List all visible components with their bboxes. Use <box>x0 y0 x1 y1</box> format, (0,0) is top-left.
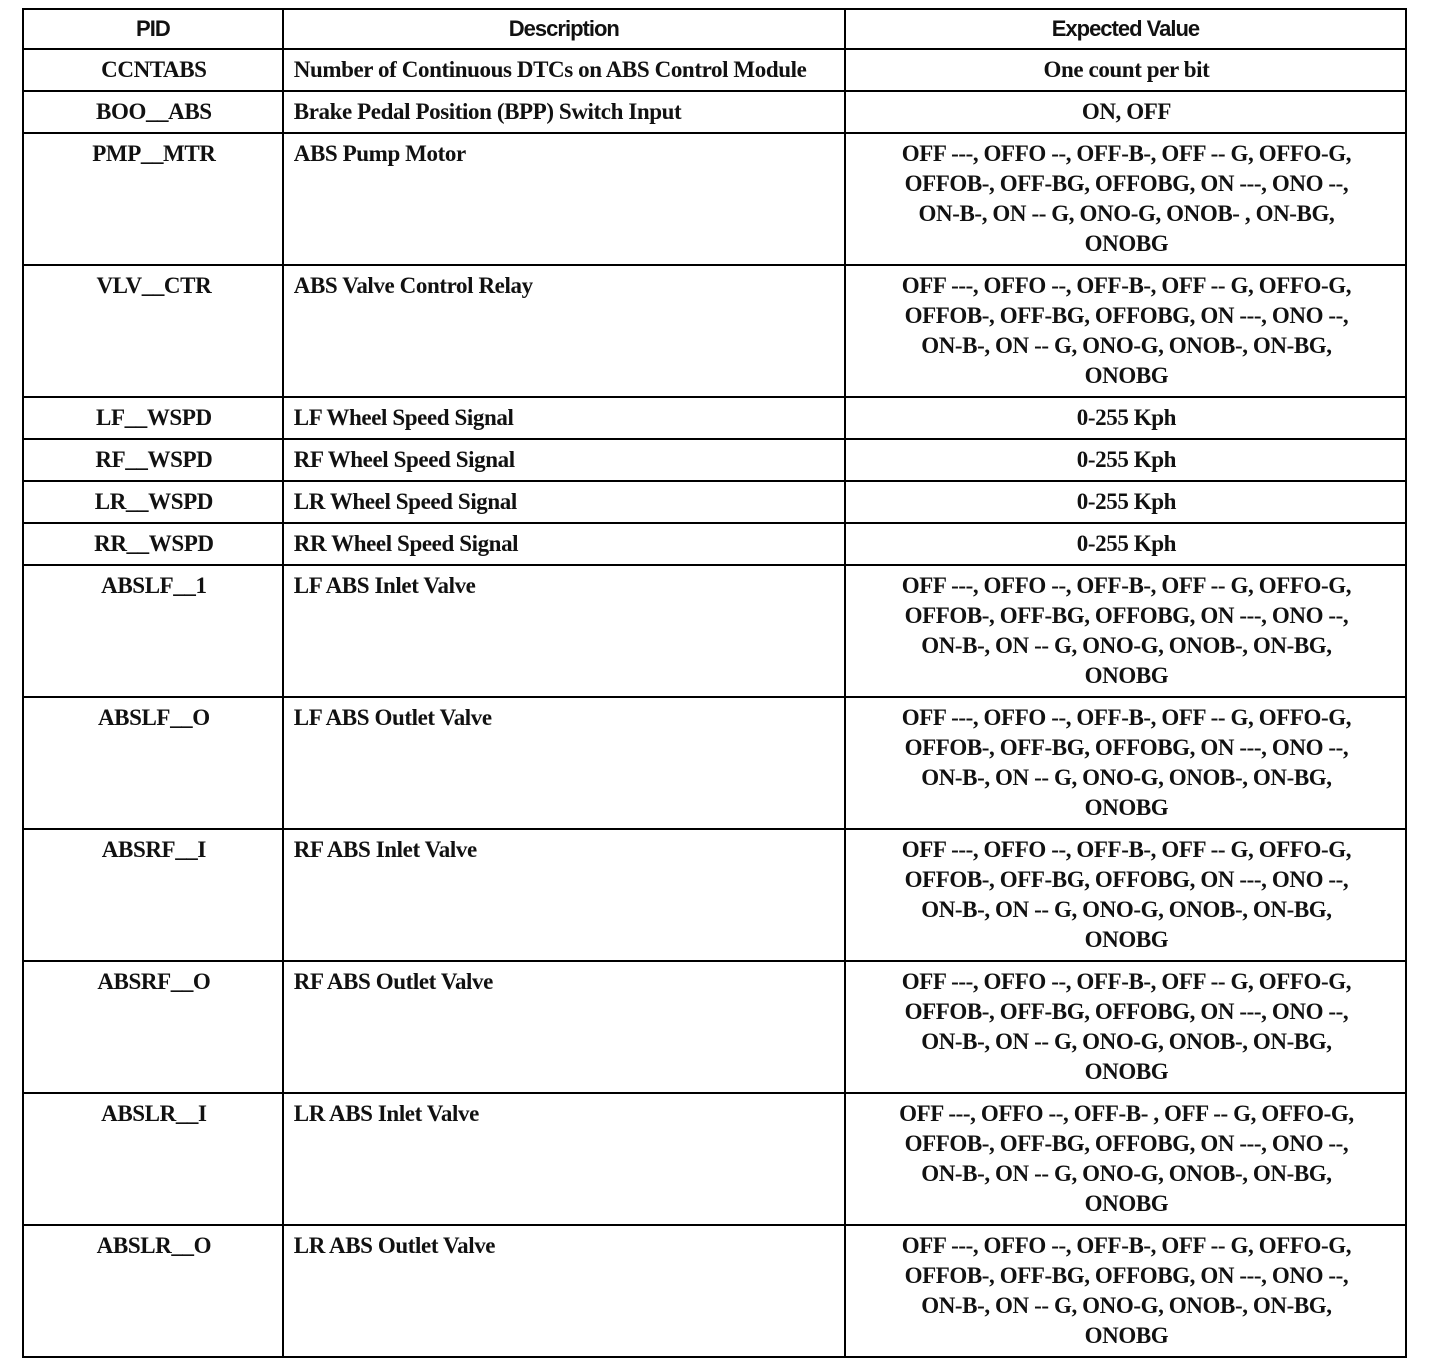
expected-value-cell: 0-255 Kph <box>845 523 1406 565</box>
pid-cell: VLV__CTR <box>23 265 283 397</box>
pid-cell: ABSLR__O <box>23 1225 283 1357</box>
description-cell: ABS Pump Motor <box>283 133 845 265</box>
table-row <box>23 133 1406 265</box>
pid-cell: RR__WSPD <box>23 523 283 565</box>
description-cell: RR Wheel Speed Signal <box>283 523 845 565</box>
description-cell: RF ABS Inlet Valve <box>283 829 845 961</box>
pid-cell: ABSRF__O <box>23 961 283 1093</box>
description-cell: LR ABS Inlet Valve <box>283 1093 845 1225</box>
table-row <box>23 481 1406 523</box>
header-expected-value: Expected Value <box>845 9 1406 49</box>
description-cell: LF ABS Outlet Valve <box>283 697 845 829</box>
description-cell: Brake Pedal Position (BPP) Switch Input <box>283 91 845 133</box>
table-row <box>23 1225 1406 1357</box>
pid-cell: BOO__ABS <box>23 91 283 133</box>
table-row <box>23 397 1406 439</box>
pid-cell: ABSLF__O <box>23 697 283 829</box>
pid-cell: RF__WSPD <box>23 439 283 481</box>
expected-value-cell: OFF ---, OFFO --, OFF-B-, OFF -- G, OFFO-G, OFFOB-, OFF-BG, OFFOBG, ON ---, ONO --, ON-B-, ON -- G, ONO-G, ONOB-, ON-BG, ONOBG <box>845 565 1406 697</box>
pid-table <box>22 8 1407 1358</box>
table-row <box>23 523 1406 565</box>
pid-cell: ABSLF__1 <box>23 565 283 697</box>
table-row <box>23 91 1406 133</box>
pid-cell: CCNTABS <box>23 49 283 91</box>
description-cell: RF ABS Outlet Valve <box>283 961 845 1093</box>
header-description: Description <box>283 9 845 49</box>
description-cell: ABS Valve Control Relay <box>283 265 845 397</box>
description-cell: LR ABS Outlet Valve <box>283 1225 845 1357</box>
table-row <box>23 961 1406 1093</box>
expected-value-cell: OFF ---, OFFO --, OFF-B-, OFF -- G, OFFO-G, OFFOB-, OFF-BG, OFFOBG, ON ---, ONO --, ON-B-, ON -- G, ONO-G, ONOB- , ON-BG, ONOBG <box>845 133 1406 265</box>
description-cell: RF Wheel Speed Signal <box>283 439 845 481</box>
table-row <box>23 829 1406 961</box>
table-row <box>23 265 1406 397</box>
pid-cell: ABSRF__I <box>23 829 283 961</box>
pid-cell: LR__WSPD <box>23 481 283 523</box>
description-cell: LF Wheel Speed Signal <box>283 397 845 439</box>
expected-value-cell: OFF ---, OFFO --, OFF-B-, OFF -- G, OFFO-G, OFFOB-, OFF-BG, OFFOBG, ON ---, ONO --, ON-B-, ON -- G, ONO-G, ONOB-, ON-BG, ONOBG <box>845 829 1406 961</box>
pid-cell: PMP__MTR <box>23 133 283 265</box>
table-row <box>23 565 1406 697</box>
description-cell: LR Wheel Speed Signal <box>283 481 845 523</box>
expected-value-cell: One count per bit <box>845 49 1406 91</box>
header-row <box>23 9 1406 49</box>
table-row <box>23 49 1406 91</box>
expected-value-cell: OFF ---, OFFO --, OFF-B-, OFF -- G, OFFO-G, OFFOB-, OFF-BG, OFFOBG, ON ---, ONO --, ON-B-, ON -- G, ONO-G, ONOB-, ON-BG, ONOBG <box>845 1225 1406 1357</box>
expected-value-cell: ON, OFF <box>845 91 1406 133</box>
expected-value-cell: 0-255 Kph <box>845 439 1406 481</box>
description-cell: LF ABS Inlet Valve <box>283 565 845 697</box>
description-cell: Number of Continuous DTCs on ABS Control Module <box>283 49 845 91</box>
expected-value-cell: OFF ---, OFFO --, OFF-B-, OFF -- G, OFFO-G, OFFOB-, OFF-BG, OFFOBG, ON ---, ONO --, ON-B-, ON -- G, ONO-G, ONOB-, ON-BG, ONOBG <box>845 697 1406 829</box>
header-pid: PID <box>23 9 283 49</box>
table-row <box>23 697 1406 829</box>
expected-value-cell: OFF ---, OFFO --, OFF-B-, OFF -- G, OFFO-G, OFFOB-, OFF-BG, OFFOBG, ON ---, ONO --, ON-B-, ON -- G, ONO-G, ONOB-, ON-BG, ONOBG <box>845 265 1406 397</box>
table-row <box>23 439 1406 481</box>
table-row <box>23 1093 1406 1225</box>
pid-cell: ABSLR__I <box>23 1093 283 1225</box>
expected-value-cell: OFF ---, OFFO --, OFF-B-, OFF -- G, OFFO-G, OFFOB-, OFF-BG, OFFOBG, ON ---, ONO --, ON-B-, ON -- G, ONO-G, ONOB-, ON-BG, ONOBG <box>845 961 1406 1093</box>
pid-cell: LF__WSPD <box>23 397 283 439</box>
expected-value-cell: 0-255 Kph <box>845 481 1406 523</box>
expected-value-cell: 0-255 Kph <box>845 397 1406 439</box>
expected-value-cell: OFF ---, OFFO --, OFF-B- , OFF -- G, OFFO-G, OFFOB-, OFF-BG, OFFOBG, ON ---, ONO --, ON-B-, ON -- G, ONO-G, ONOB-, ON-BG, ONOBG <box>845 1093 1406 1225</box>
